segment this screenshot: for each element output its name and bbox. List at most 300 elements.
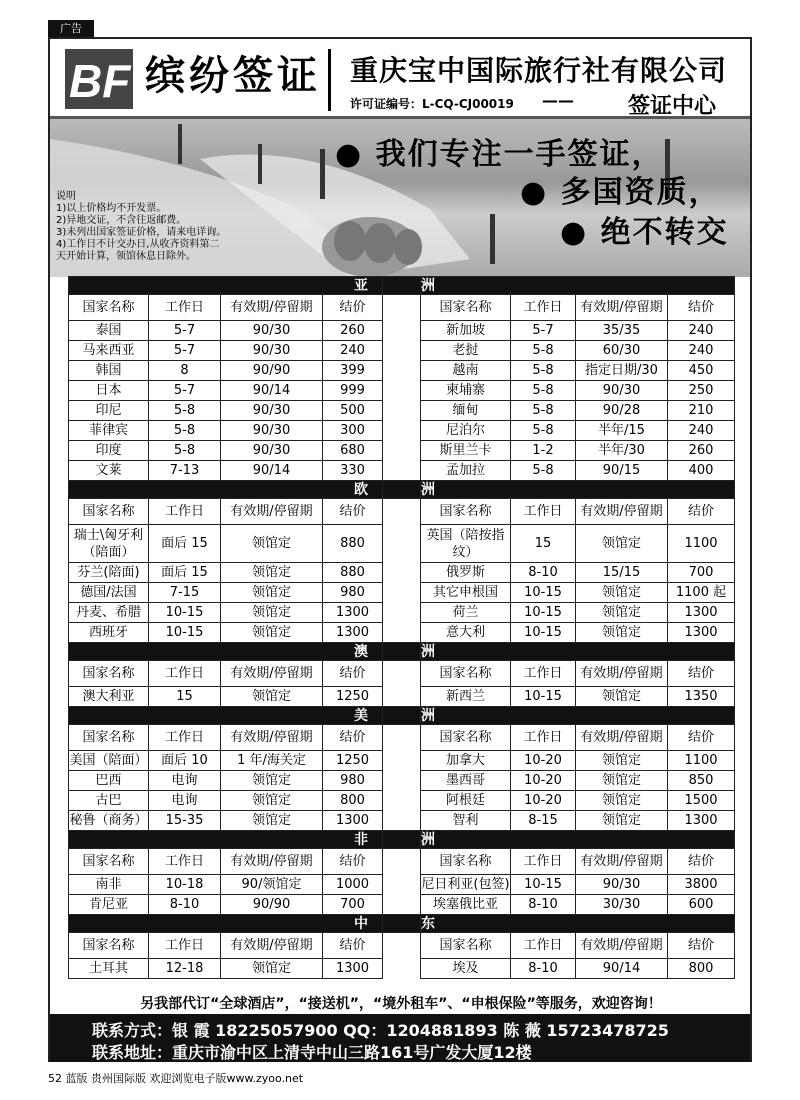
table-cell: 领馆定 (576, 583, 668, 603)
table-cell: 西班牙 (69, 623, 149, 643)
column-header: 结价 (668, 661, 735, 687)
table-cell: 5-7 (511, 321, 576, 341)
table-cell: 1300 (668, 623, 735, 643)
column-header: 工作日 (149, 661, 221, 687)
notes (56, 191, 226, 263)
table-cell: 12-18 (149, 959, 221, 979)
table-cell: 90/14 (221, 461, 323, 481)
contact-address: 联系地址：重庆市渝中区上清寺中山三路161号广发大厦12楼 (92, 1043, 532, 1062)
table-row (69, 895, 735, 915)
slogan-2: ● 多国资质， (520, 175, 721, 210)
table-cell: 1-2 (511, 441, 576, 461)
table-cell: 450 (668, 361, 735, 381)
table-cell: 7-13 (149, 461, 221, 481)
divider (328, 49, 331, 111)
table-cell: 1100 (668, 751, 735, 771)
region-gap (383, 915, 421, 933)
column-header: 国家名称 (421, 849, 511, 875)
table-cell: 领馆定 (576, 751, 668, 771)
table-cell: 5-8 (511, 381, 576, 401)
note-line: 3)未列出国家签证价格，请来电详询。 (56, 227, 227, 238)
region-gap (383, 707, 421, 725)
table-row (69, 751, 735, 771)
table-cell: 330 (323, 461, 383, 481)
region-name: 东 (421, 915, 735, 933)
table-cell: 10-20 (511, 751, 576, 771)
table-cell: 越南 (421, 361, 511, 381)
column-header: 工作日 (149, 295, 221, 321)
table-cell: 600 (668, 895, 735, 915)
table-cell: 90/30 (221, 421, 323, 441)
table-cell: 马来西亚 (69, 341, 149, 361)
table-cell: 面后 15 (149, 525, 221, 563)
table-cell: 5-8 (511, 421, 576, 441)
table-cell: 5-8 (511, 361, 576, 381)
ad-header (50, 39, 750, 119)
table-cell: 800 (668, 959, 735, 979)
column-header: 有效期/停留期 (576, 849, 668, 875)
column-header-row (69, 295, 735, 321)
table-cell: 5-8 (149, 421, 221, 441)
table-cell: 领馆定 (221, 791, 323, 811)
column-header: 国家名称 (421, 933, 511, 959)
center-gap (383, 895, 421, 915)
table-row (69, 959, 735, 979)
region-header (69, 915, 735, 933)
table-cell: 250 (668, 381, 735, 401)
region-name: 亚 (69, 277, 383, 295)
table-cell: 5-8 (149, 401, 221, 421)
table-cell: 10-15 (511, 875, 576, 895)
table-cell: 面后 15 (149, 563, 221, 583)
center-gap (383, 849, 421, 875)
column-header: 工作日 (511, 499, 576, 525)
region-name: 非 (69, 831, 383, 849)
region-name: 洲 (421, 481, 735, 499)
table-cell: 1100 (668, 525, 735, 563)
table-cell: 3800 (668, 875, 735, 895)
table-cell: 韩国 (69, 361, 149, 381)
center-gap (383, 687, 421, 707)
column-header: 有效期/停留期 (576, 725, 668, 751)
table-cell: 柬埔寨 (421, 381, 511, 401)
table-cell: 10-15 (149, 623, 221, 643)
table-cell: 领馆定 (221, 563, 323, 583)
table-cell: 南非 (69, 875, 149, 895)
table-row (69, 525, 735, 563)
table-cell: 399 (323, 361, 383, 381)
table-cell: 8-10 (511, 895, 576, 915)
center-gap (383, 381, 421, 401)
column-header: 结价 (668, 725, 735, 751)
column-header: 国家名称 (69, 725, 149, 751)
contact-box (50, 1014, 750, 1062)
table-cell: 15-35 (149, 811, 221, 831)
table-cell: 5-8 (149, 441, 221, 461)
table-cell: 埃及 (421, 959, 511, 979)
region-gap (383, 831, 421, 849)
table-cell: 1500 (668, 791, 735, 811)
table-cell: 10-20 (511, 771, 576, 791)
services-note: 另我部代订“全球酒店”，“接送机”，“境外租车”、“申根保险”等服务，欢迎咨询！ (140, 996, 662, 1012)
column-header: 结价 (668, 295, 735, 321)
table-cell: 领馆定 (221, 623, 323, 643)
table-cell: 领馆定 (576, 811, 668, 831)
table-cell: 5-7 (149, 321, 221, 341)
table-cell: 300 (323, 421, 383, 441)
center-gap (383, 401, 421, 421)
column-header: 有效期/停留期 (221, 725, 323, 751)
column-header: 工作日 (511, 661, 576, 687)
column-header: 国家名称 (69, 499, 149, 525)
column-header: 工作日 (149, 933, 221, 959)
table-cell: 印尼 (69, 401, 149, 421)
table-cell: 5-8 (511, 341, 576, 361)
table-cell: 30/30 (576, 895, 668, 915)
column-header: 结价 (668, 499, 735, 525)
table-cell: 90/30 (576, 381, 668, 401)
region-header (69, 643, 735, 661)
contact-phone: 联系方式：银 霞 18225057900 QQ：1204881893 陈 薇 15723478725 (92, 1021, 669, 1040)
slogan-1: ● 我们专注一手签证， (335, 137, 664, 172)
table-cell: 1250 (323, 687, 383, 707)
table-cell: 90/30 (221, 341, 323, 361)
page-footer: 52 蓝版 贵州国际版 欢迎浏览电子版www.zyoo.net (48, 1072, 304, 1085)
column-header: 有效期/停留期 (221, 499, 323, 525)
center-gap (383, 499, 421, 525)
region-name: 中 (69, 915, 383, 933)
table-cell: 8-10 (511, 959, 576, 979)
region-name: 美 (69, 707, 383, 725)
table-cell: 英国（陪按指纹） (421, 525, 511, 563)
table-cell: 8-10 (149, 895, 221, 915)
center-gap (383, 461, 421, 481)
table-cell: 智利 (421, 811, 511, 831)
table-cell: 肯尼亚 (69, 895, 149, 915)
center-gap (383, 583, 421, 603)
center-gap (383, 661, 421, 687)
center-gap (383, 751, 421, 771)
column-header: 有效期/停留期 (221, 849, 323, 875)
table-cell: 领馆定 (576, 525, 668, 563)
table-cell: 700 (323, 895, 383, 915)
table-cell: 领馆定 (576, 623, 668, 643)
table-row (69, 563, 735, 583)
table-cell: 加拿大 (421, 751, 511, 771)
table-cell: 60/30 (576, 341, 668, 361)
region-header (69, 707, 735, 725)
table-row (69, 583, 735, 603)
table-cell: 850 (668, 771, 735, 791)
table-cell: 90/30 (576, 875, 668, 895)
table-row (69, 687, 735, 707)
table-cell: 孟加拉 (421, 461, 511, 481)
table-cell: 90/30 (221, 441, 323, 461)
table-cell: 文莱 (69, 461, 149, 481)
table-cell: 90/28 (576, 401, 668, 421)
table-cell: 新西兰 (421, 687, 511, 707)
column-header: 结价 (668, 849, 735, 875)
column-header: 国家名称 (421, 661, 511, 687)
table-cell: 电询 (149, 791, 221, 811)
column-header: 工作日 (511, 725, 576, 751)
column-header: 国家名称 (69, 849, 149, 875)
table-cell: 缅甸 (421, 401, 511, 421)
table-cell: 土耳其 (69, 959, 149, 979)
table-cell: 260 (668, 441, 735, 461)
table-cell: 5-7 (149, 381, 221, 401)
table-cell: 斯里兰卡 (421, 441, 511, 461)
table-cell: 10-15 (511, 687, 576, 707)
note-line: 说明 (56, 191, 76, 202)
column-header: 结价 (323, 725, 383, 751)
table-cell: 领馆定 (221, 959, 323, 979)
table-cell: 5-8 (511, 461, 576, 481)
center-gap (383, 361, 421, 381)
table-cell: 古巴 (69, 791, 149, 811)
table-cell: 999 (323, 381, 383, 401)
table-cell: 日本 (69, 381, 149, 401)
column-header: 结价 (668, 933, 735, 959)
svg-text:BF: BF (69, 55, 131, 107)
region-name: 洲 (421, 277, 735, 295)
table-cell: 领馆定 (221, 811, 323, 831)
table-cell: 90/14 (576, 959, 668, 979)
table-cell: 10-15 (511, 583, 576, 603)
column-header: 国家名称 (69, 295, 149, 321)
table-cell: 1300 (323, 811, 383, 831)
column-header: 结价 (323, 499, 383, 525)
ad-tag: 广告 (48, 20, 94, 37)
table-cell: 260 (323, 321, 383, 341)
column-header: 有效期/停留期 (221, 295, 323, 321)
region-gap (383, 277, 421, 295)
table-cell: 90/90 (221, 895, 323, 915)
column-header: 国家名称 (69, 933, 149, 959)
table-cell: 980 (323, 771, 383, 791)
table-row (69, 381, 735, 401)
table-cell: 90/30 (221, 401, 323, 421)
table-cell: 500 (323, 401, 383, 421)
column-header: 国家名称 (421, 499, 511, 525)
table-cell: 10-15 (149, 603, 221, 623)
note-line: 2)异地交证，不含往返邮费。 (56, 215, 187, 226)
table-cell: 领馆定 (221, 583, 323, 603)
table-cell: 领馆定 (221, 687, 323, 707)
table-cell: 电询 (149, 771, 221, 791)
table-cell: 15/15 (576, 563, 668, 583)
table-cell: 印度 (69, 441, 149, 461)
note-line: 天开始计算，领馆休息日除外。 (56, 251, 196, 262)
table-cell: 老挝 (421, 341, 511, 361)
table-cell: 240 (668, 341, 735, 361)
column-header: 工作日 (149, 849, 221, 875)
center-gap (383, 791, 421, 811)
center-gap (383, 875, 421, 895)
table-cell: 880 (323, 525, 383, 563)
table-cell: 1300 (323, 603, 383, 623)
table-cell: 800 (323, 791, 383, 811)
table-cell: 10-18 (149, 875, 221, 895)
column-header: 结价 (323, 661, 383, 687)
table-cell: 90/领馆定 (221, 875, 323, 895)
column-header: 有效期/停留期 (576, 933, 668, 959)
table-cell: 德国/法国 (69, 583, 149, 603)
table-cell: 5-7 (149, 341, 221, 361)
table-row (69, 461, 735, 481)
banner (50, 119, 750, 277)
table-row (69, 811, 735, 831)
center-gap (383, 321, 421, 341)
table-cell: 芬兰(陪面) (69, 563, 149, 583)
region-name: 洲 (421, 643, 735, 661)
column-header-row (69, 725, 735, 751)
column-header: 有效期/停留期 (221, 933, 323, 959)
region-name: 洲 (421, 707, 735, 725)
table-cell: 240 (668, 321, 735, 341)
column-header: 工作日 (511, 849, 576, 875)
column-header: 国家名称 (421, 295, 511, 321)
table-row (69, 321, 735, 341)
column-header: 国家名称 (421, 725, 511, 751)
table-cell: 10-15 (511, 623, 576, 643)
table-cell: 8-10 (511, 563, 576, 583)
table-row (69, 441, 735, 461)
dash: —— (542, 91, 574, 110)
column-header: 工作日 (149, 499, 221, 525)
table-cell: 35/35 (576, 321, 668, 341)
table-cell: 领馆定 (576, 603, 668, 623)
table-cell: 领馆定 (576, 791, 668, 811)
table-cell: 领馆定 (221, 525, 323, 563)
table-cell: 15 (511, 525, 576, 563)
table-cell: 240 (668, 421, 735, 441)
region-gap (383, 481, 421, 499)
table-row (69, 623, 735, 643)
bf-logo-icon (65, 45, 133, 113)
slogan-3: ● 绝不转交 (560, 215, 729, 250)
visa-price-table (68, 276, 735, 979)
table-cell: 菲律宾 (69, 421, 149, 441)
column-header: 结价 (323, 295, 383, 321)
column-header: 有效期/停留期 (576, 661, 668, 687)
table-cell: 俄罗斯 (421, 563, 511, 583)
table-cell: 1250 (323, 751, 383, 771)
table-row (69, 421, 735, 441)
center-gap (383, 771, 421, 791)
table-cell: 1300 (323, 623, 383, 643)
table-cell: 700 (668, 563, 735, 583)
table-cell: 90/90 (221, 361, 323, 381)
table-cell: 阿根廷 (421, 791, 511, 811)
table-row (69, 791, 735, 811)
table-cell: 指定日期/30 (576, 361, 668, 381)
table-cell: 400 (668, 461, 735, 481)
column-header: 有效期/停留期 (221, 661, 323, 687)
note-line: 1)以上价格均不开发票。 (56, 203, 167, 214)
column-header-row (69, 849, 735, 875)
table-cell: 1300 (668, 603, 735, 623)
table-cell: 领馆定 (221, 603, 323, 623)
table-cell: 领馆定 (576, 771, 668, 791)
table-cell: 半年/15 (576, 421, 668, 441)
region-header (69, 277, 735, 295)
column-header-row (69, 661, 735, 687)
center-gap (383, 811, 421, 831)
column-header: 国家名称 (69, 661, 149, 687)
column-header: 工作日 (149, 725, 221, 751)
license-number: 许可证编号：L-CQ-CJ00019 (350, 97, 514, 111)
column-header: 有效期/停留期 (576, 499, 668, 525)
table-row (69, 341, 735, 361)
table-cell: 美国（陪面） (69, 751, 149, 771)
table-cell: 7-15 (149, 583, 221, 603)
region-header (69, 831, 735, 849)
center-gap (383, 959, 421, 979)
center-gap (383, 933, 421, 959)
table-cell: 埃塞俄比亚 (421, 895, 511, 915)
table-cell: 巴西 (69, 771, 149, 791)
table-cell: 1350 (668, 687, 735, 707)
center-gap (383, 295, 421, 321)
table-cell: 1100 起 (668, 583, 735, 603)
table-cell: 980 (323, 583, 383, 603)
table-cell: 澳大利亚 (69, 687, 149, 707)
column-header: 工作日 (511, 933, 576, 959)
table-cell: 10-20 (511, 791, 576, 811)
table-cell: 尼日利亚(包签) (421, 875, 511, 895)
center-gap (383, 725, 421, 751)
center-gap (383, 525, 421, 563)
column-header: 结价 (323, 849, 383, 875)
table-cell: 90/14 (221, 381, 323, 401)
column-header: 有效期/停留期 (576, 295, 668, 321)
table-cell: 1000 (323, 875, 383, 895)
brand-name: 缤纷签证 (145, 53, 321, 99)
column-header-row (69, 933, 735, 959)
table-cell: 15 (149, 687, 221, 707)
center-gap (383, 341, 421, 361)
table-cell: 半年/30 (576, 441, 668, 461)
table-row (69, 603, 735, 623)
column-header: 工作日 (511, 295, 576, 321)
note-line: 4)工作日不计交办日,从收齐资料第二 (56, 239, 220, 250)
table-cell: 240 (323, 341, 383, 361)
table-cell: 面后 10 (149, 751, 221, 771)
region-gap (383, 643, 421, 661)
table-cell: 1300 (323, 959, 383, 979)
visa-center: 签证中心 (628, 94, 717, 119)
region-name: 欧 (69, 481, 383, 499)
table-cell: 10-15 (511, 603, 576, 623)
table-cell: 领馆定 (576, 687, 668, 707)
column-header-row (69, 499, 735, 525)
table-cell: 丹麦、希腊 (69, 603, 149, 623)
table-row (69, 875, 735, 895)
table-cell: 680 (323, 441, 383, 461)
table-cell: 意大利 (421, 623, 511, 643)
table-cell: 90/30 (221, 321, 323, 341)
company-name: 重庆宝中国际旅行社有限公司 (350, 54, 728, 87)
region-header (69, 481, 735, 499)
table-cell: 荷兰 (421, 603, 511, 623)
table-cell: 90/15 (576, 461, 668, 481)
center-gap (383, 421, 421, 441)
table-cell: 泰国 (69, 321, 149, 341)
table-cell: 210 (668, 401, 735, 421)
table-cell: 秘鲁（商务） (69, 811, 149, 831)
region-name: 洲 (421, 831, 735, 849)
